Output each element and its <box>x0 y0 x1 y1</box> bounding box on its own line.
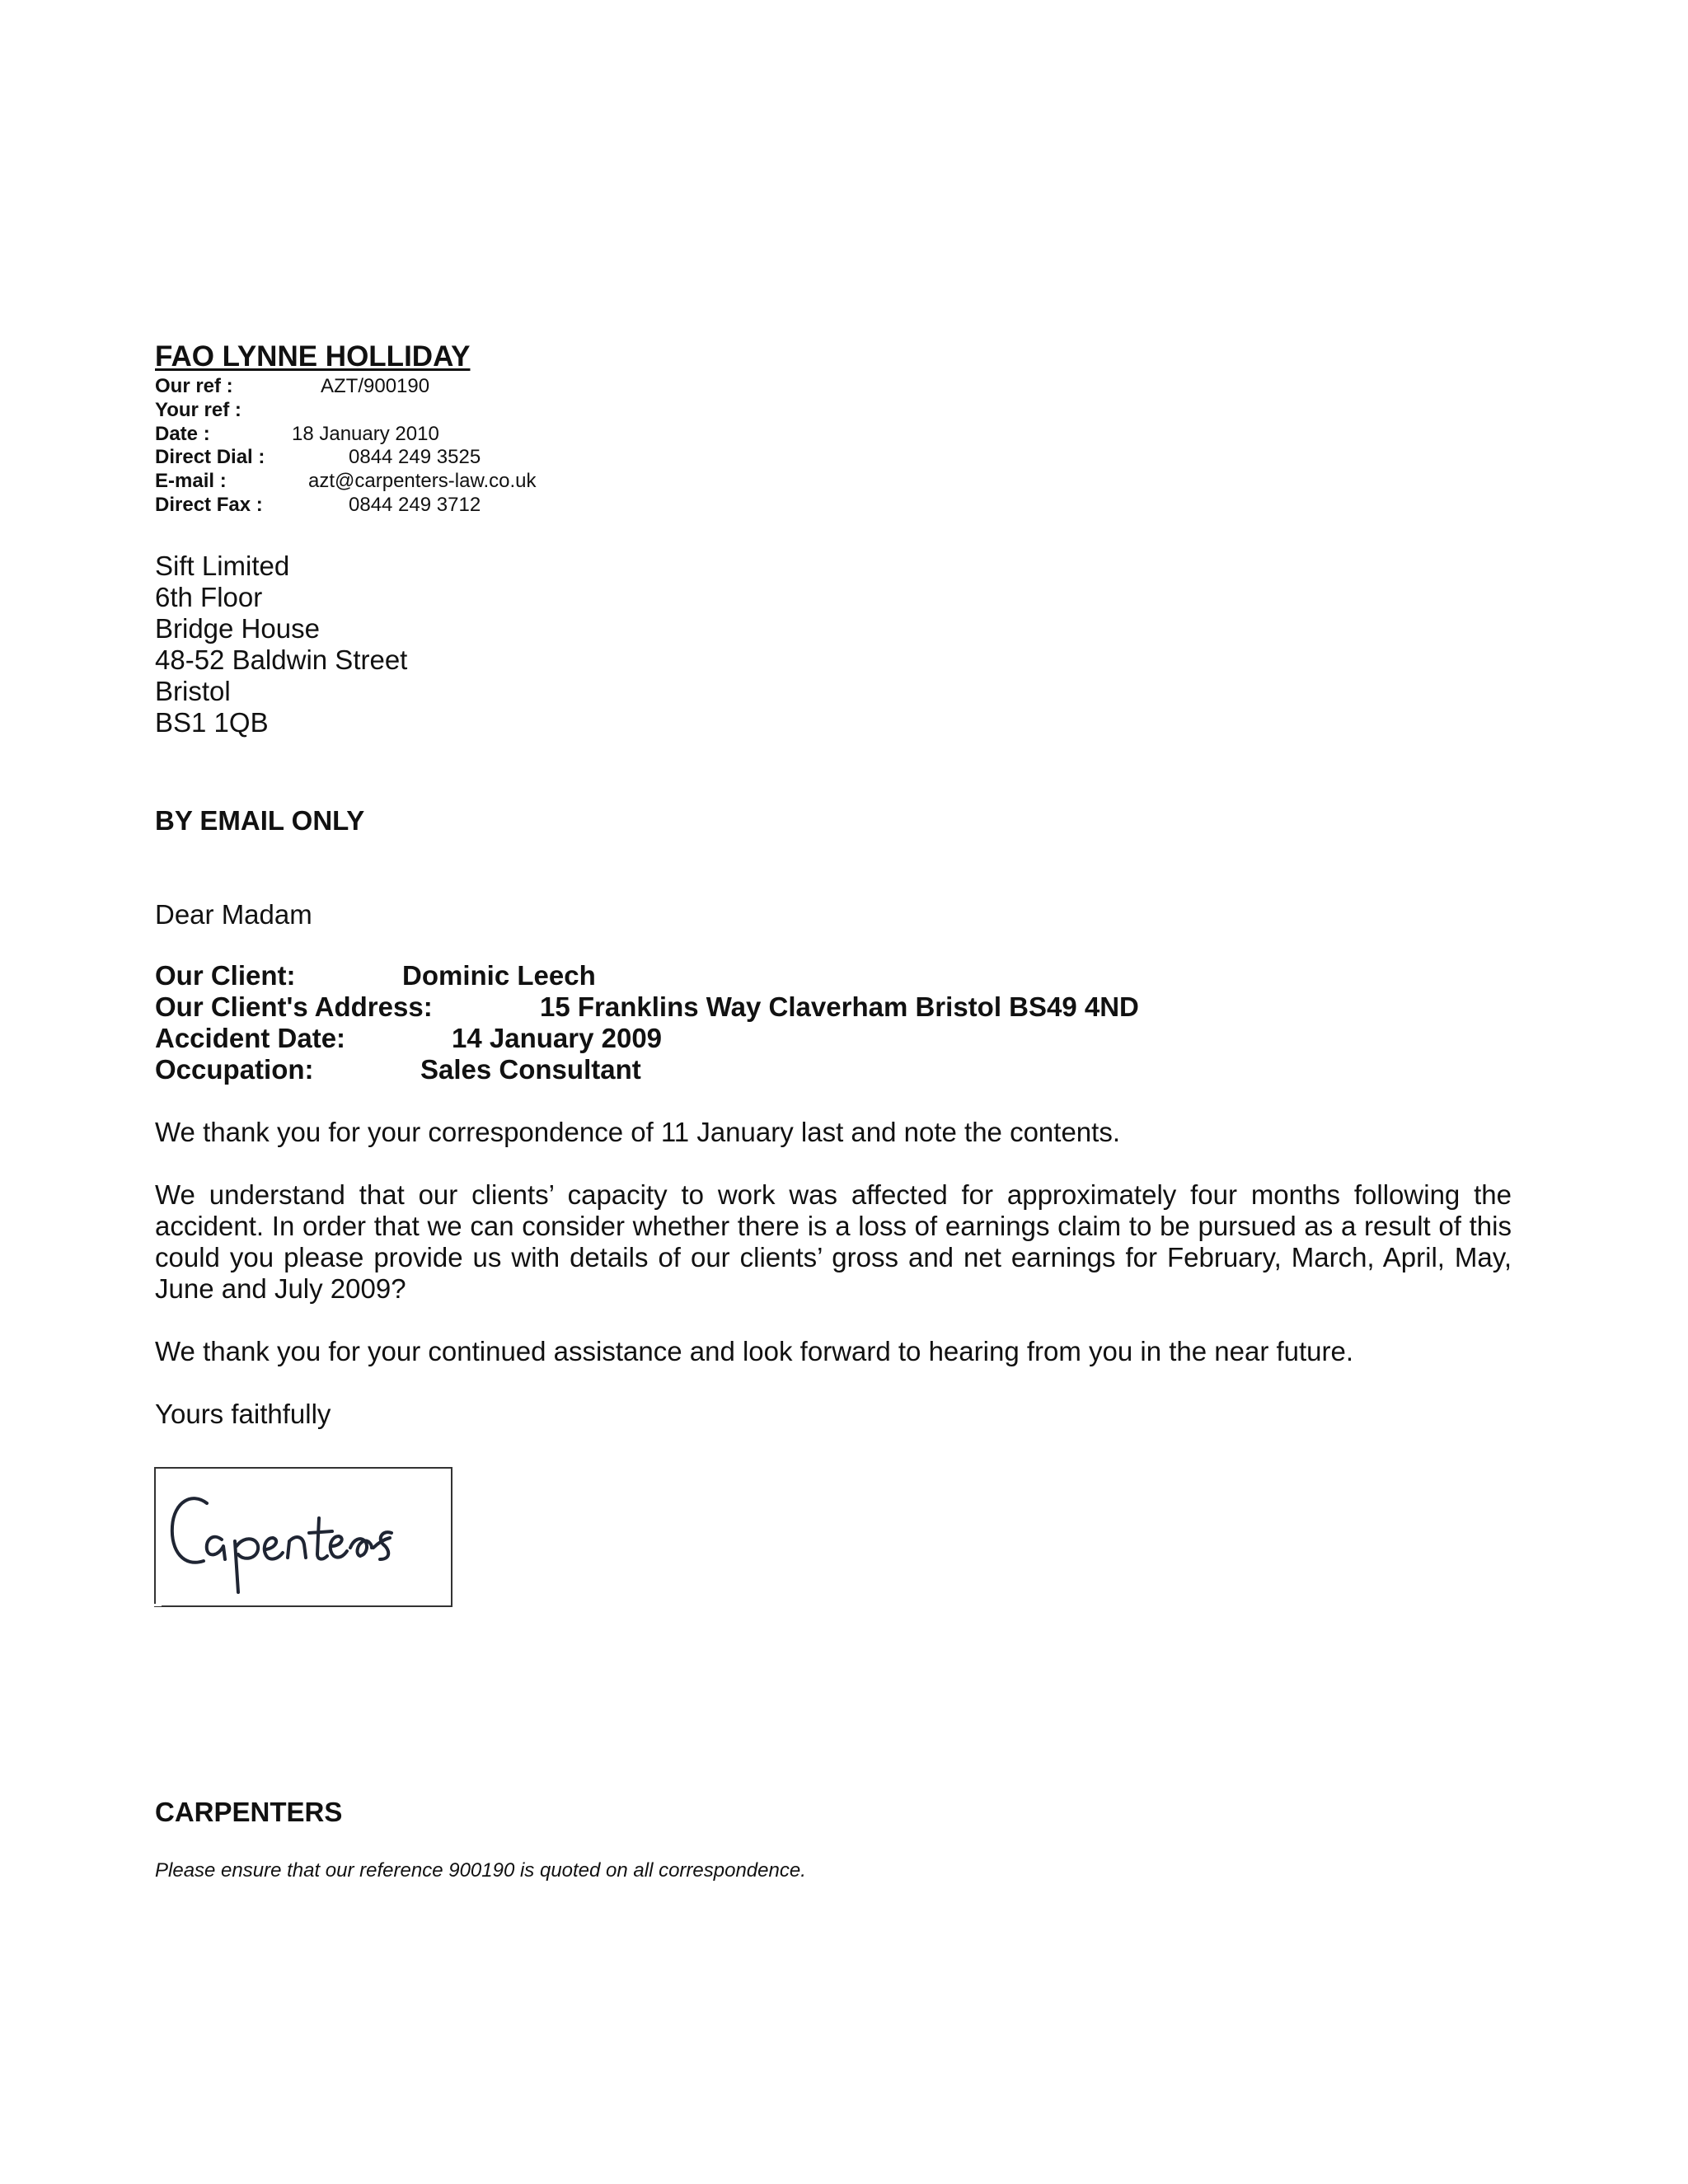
signature-box <box>154 1467 452 1607</box>
signature-box-gap <box>153 1604 162 1606</box>
direct-fax-value: 0844 249 3712 <box>349 494 481 516</box>
client-address-label: Our Client's Address: <box>155 991 433 1022</box>
direct-dial-label: Direct Dial : <box>155 446 265 468</box>
address-line: Sift Limited <box>155 551 290 581</box>
address-line: Bridge House <box>155 613 320 644</box>
occupation-value: Sales Consultant <box>420 1054 641 1085</box>
our-ref-value: AZT/900190 <box>321 375 430 397</box>
body-paragraph-3: We thank you for your continued assistance and look forward to hearing from you in the near future. <box>155 1336 1354 1366</box>
fao-heading: FAO LYNNE HOLLIDAY <box>155 340 471 373</box>
signature-image <box>156 1469 451 1605</box>
direct-fax-label: Direct Fax : <box>155 494 263 516</box>
direct-dial-value: 0844 249 3525 <box>349 446 481 468</box>
accident-date-value: 14 January 2009 <box>452 1023 663 1053</box>
date-value: 18 January 2010 <box>292 423 439 445</box>
client-name-label: Our Client: <box>155 960 296 991</box>
your-ref-label: Your ref : <box>155 399 241 421</box>
body-paragraph-1: We thank you for your correspondence of 11 January last and note the contents. <box>155 1117 1121 1147</box>
email-label: E-mail : <box>155 470 227 492</box>
our-ref-label: Our ref : <box>155 375 233 397</box>
reference-footer-note: Please ensure that our reference 900190 is quoted on all correspondence. <box>155 1859 806 1882</box>
recipient-address <box>155 551 407 738</box>
body-paragraph-2: We understand that our clients’ capacity to work was affected for approximately four months following the accident. In order that we can consider whether there is a loss of earnings claim to be pursued as a result of this could you please provide us with details of our clients’ gross and net earnings for February, March, April, May, June and July 2009? <box>155 1179 1512 1304</box>
address-line: 48-52 Baldwin Street <box>155 644 408 675</box>
accident-date-label: Accident Date: <box>155 1023 346 1053</box>
address-line: BS1 1QB <box>155 707 269 738</box>
address-line: 6th Floor <box>155 582 263 612</box>
firm-name: CARPENTERS <box>155 1797 343 1827</box>
client-address-value: 15 Franklins Way Claverham Bristol BS49 4ND <box>540 991 1139 1022</box>
date-label: Date : <box>155 423 210 445</box>
delivery-method: BY EMAIL ONLY <box>155 805 365 836</box>
address-line: Bristol <box>155 676 231 706</box>
client-name-value: Dominic Leech <box>402 960 596 991</box>
salutation: Dear Madam <box>155 899 312 930</box>
email-value: azt@carpenters-law.co.uk <box>308 470 537 492</box>
closing: Yours faithfully <box>155 1399 331 1429</box>
occupation-label: Occupation: <box>155 1054 314 1085</box>
